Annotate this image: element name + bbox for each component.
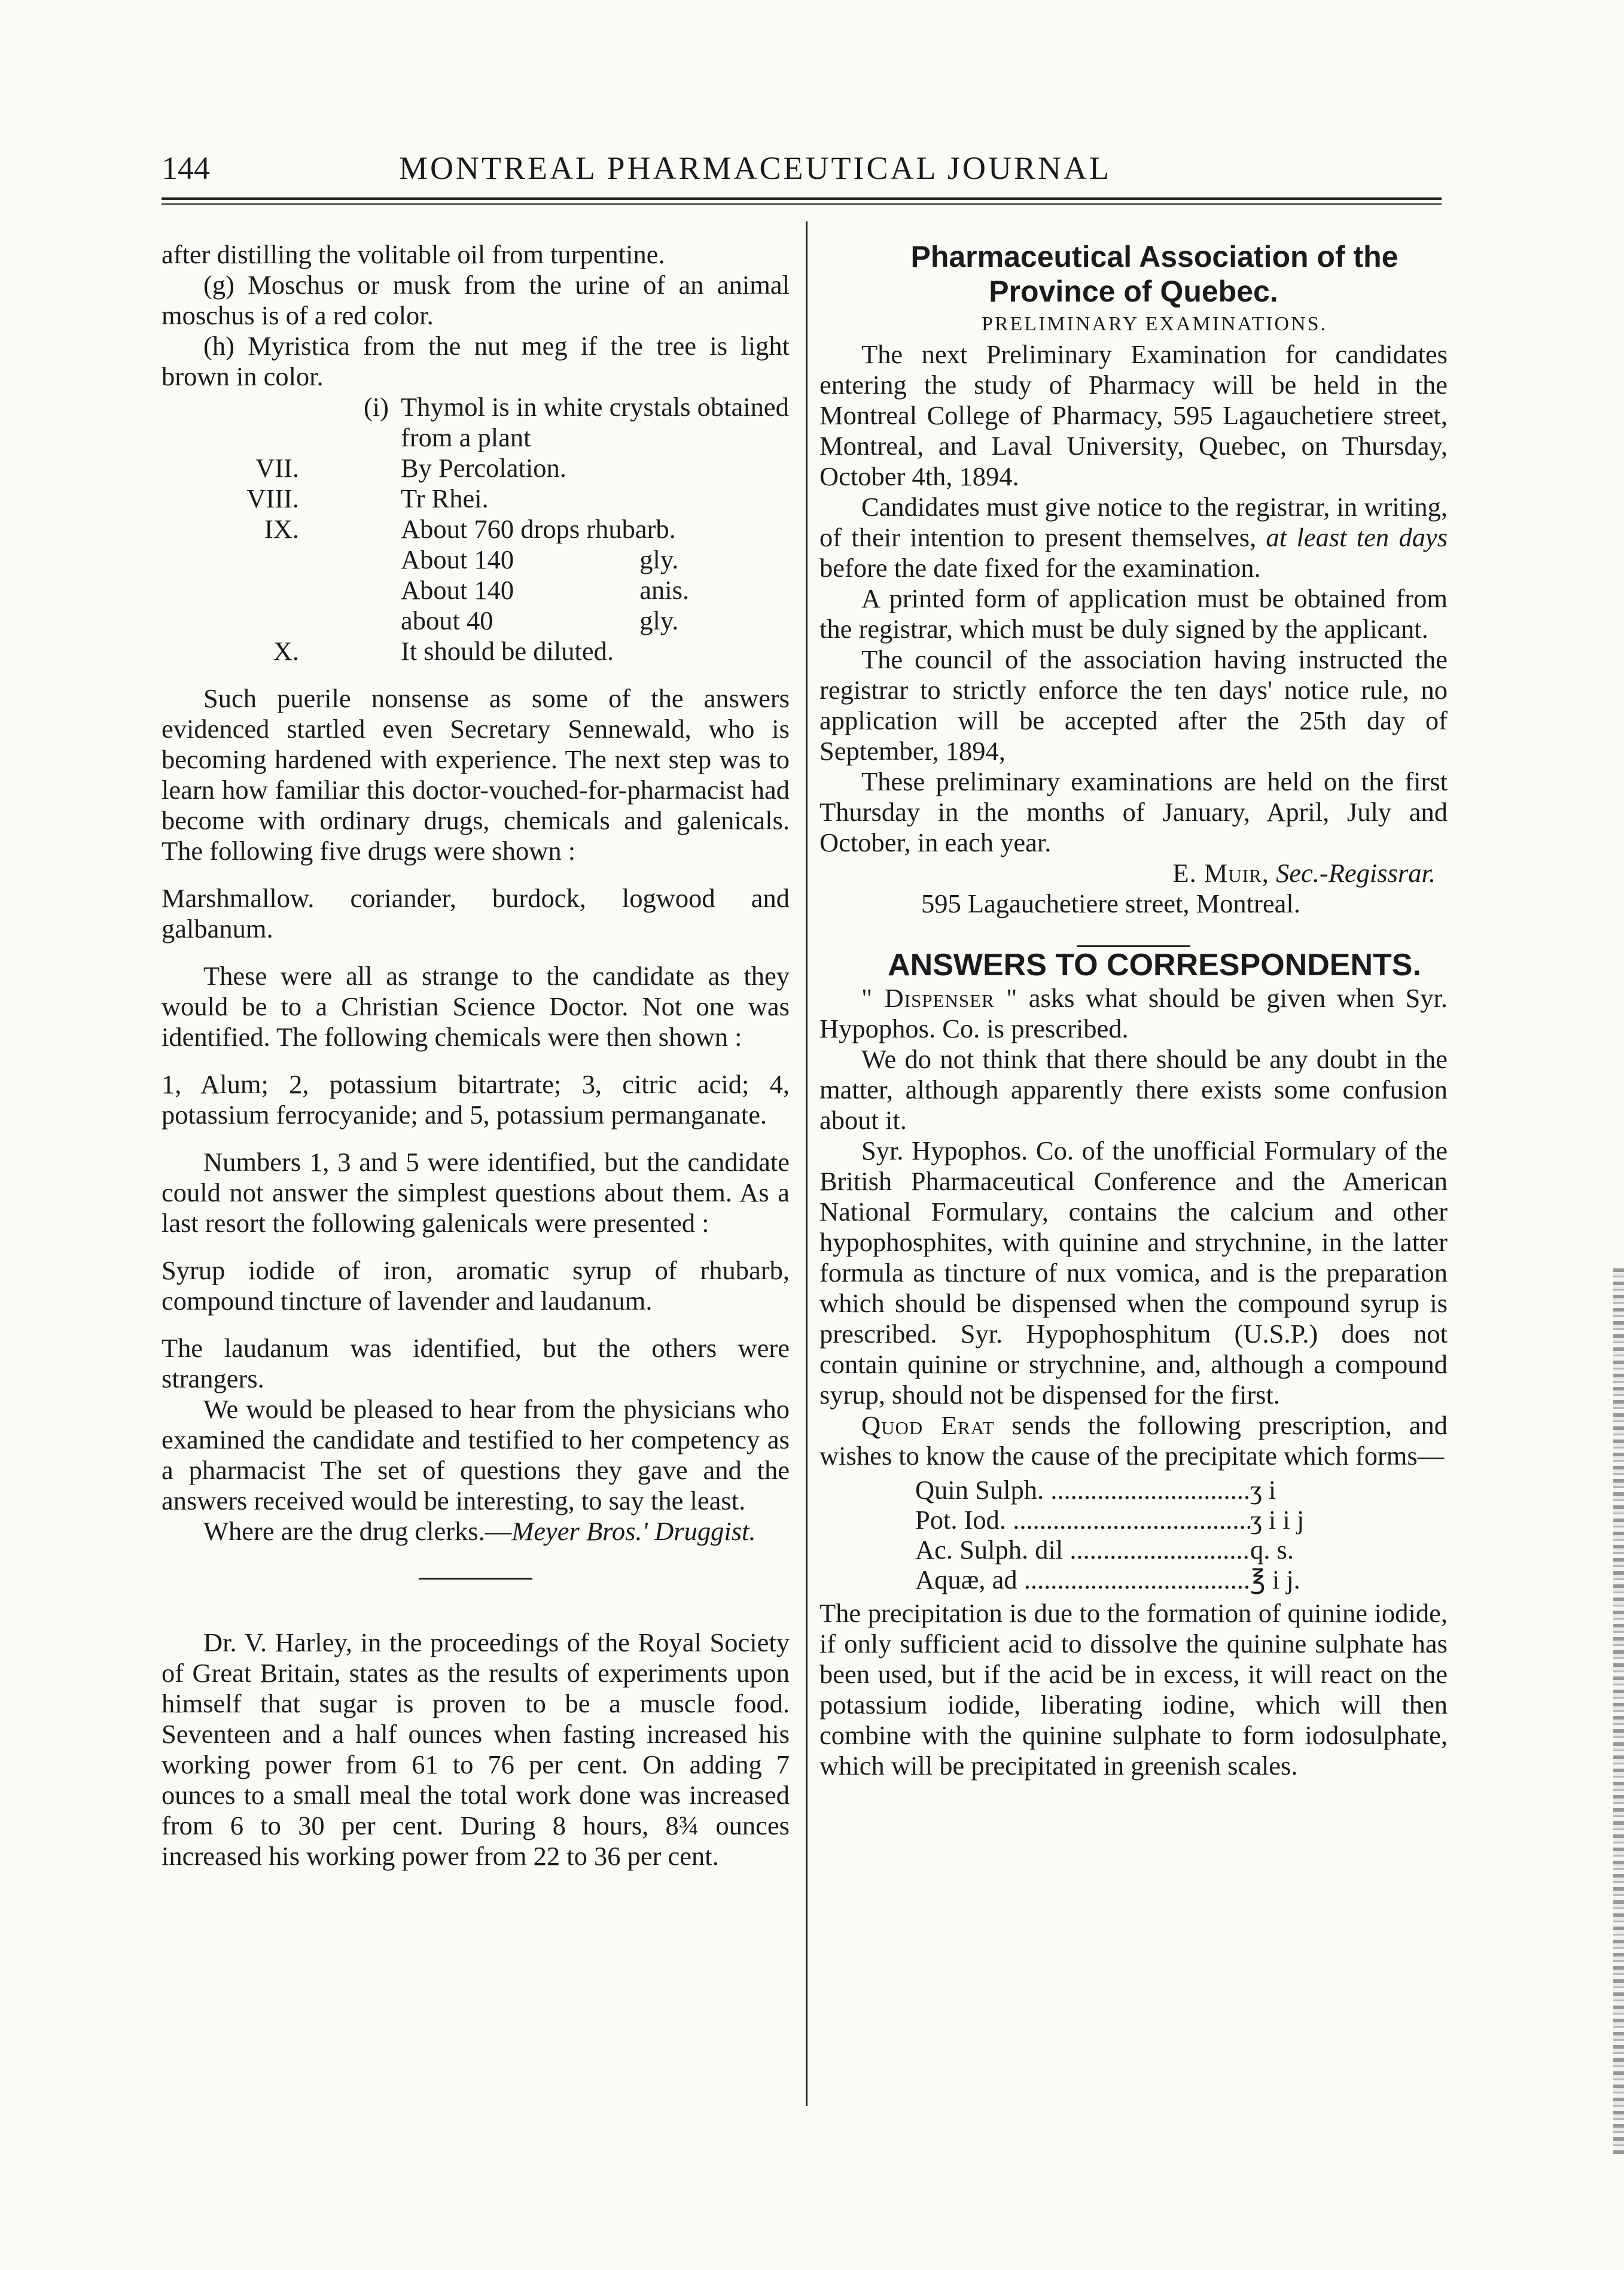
answer-text: Tr Rhei. [401,483,489,513]
prescription-dose: ʒ i [1250,1475,1276,1505]
answer-number: VII. [255,453,299,483]
prescription-line [819,1475,1448,1505]
header-rule-thin [162,203,1442,205]
answer-subletter [329,636,401,667]
text-fragment: before the date fixed for the examination. [819,553,1261,583]
answer-number [162,544,329,575]
section-rule [419,1578,532,1580]
page-header [162,150,1445,197]
answer-subletter [329,422,401,453]
paragraph: The council of the association having instructed the registrar to strictly enforce the ten days' notice rule, no application will be accepted after the 25th day of September, 1894, [819,644,1448,766]
correspondent-name: " Dispenser " [861,983,1018,1013]
prescription-dose: ʒ i i j [1250,1505,1305,1535]
section-subheading: PRELIMINARY EXAMINATIONS. [981,313,1328,335]
paragraph: We do not think that there should be any doubt in the matter, although apparently there exists some confusion about it. [819,1044,1448,1135]
paragraph: Such puerile nonsense as some of the answers evidenced startled even Secretary Sennewald, who is becoming hardened with experience. The next step was to learn how familiar this doctor-vouched-for-pharmacist had become with ordinary drugs, chemicals and galenicals. The following five drugs were shown : [162,683,790,866]
column-divider [806,221,808,2106]
prescription-drug: Quin Sulph. ..... [915,1475,1250,1505]
answers-heading: ANSWERS TO CORRESPONDENTS. [888,948,1421,982]
paragraph: The precipitation is due to the formation of quinine iodide, if only sufficient acid to dissolve the quinine sulphate has been used, but if the acid be in excess, it will react on the potassium iodide, liberating iodine, which will then combine with the quinine sulphate to form iodosulphate, which will be precipitated in greenish scales. [819,1598,1448,1781]
answer-subletter [329,575,401,605]
source-credit: Meyer Bros.' Druggist. [511,1516,756,1546]
prescription-dose: q. s. [1250,1535,1294,1565]
signature-address: 595 Lagauchetiere street, Montreal. [921,888,1300,918]
answer-row [162,453,789,483]
answer-row [162,636,789,667]
paragraph [819,492,1448,583]
prescription-line [819,1565,1448,1595]
answer-text: About 760 drops rhubarb. [401,514,676,544]
answer-number: X. [273,636,299,666]
prescription-line [819,1535,1448,1565]
section-heading: Pharmaceutical Association of the Province of Quebec. [910,240,1398,308]
text-fragment: asks what should be given when Syr. Hypophos. Co. is prescribed. [819,983,1448,1043]
closing-question: Where are the drug clerks.— [203,1516,512,1546]
answer-subletter [329,544,401,575]
answer-number [162,422,329,453]
answer-text: It should be diluted. [401,636,614,666]
answer-subletter [329,483,401,514]
scan-edge [1613,1268,1624,2154]
paragraph: (g) Moschus or musk from the urine of an animal moschus is of a red color. [162,270,790,330]
chemical-list: 1, Alum; 2, potassium bitartrate; 3, citric acid; 4, potassium ferrocyanide; and 5, potassium permanganate. [162,1069,790,1130]
signature-name: E. Muir, [1172,858,1269,888]
paragraph: These preliminary examinations are held on the first Thursday in the months of January, April, July and October, in each year. [819,766,1448,857]
paragraph: These were all as strange to the candidate as they would be to a Christian Science Doctor. Not one was identified. The following chemicals were then shown : [162,961,790,1052]
answer-extra: anis. [639,575,690,605]
answer-number: IX. [264,514,299,544]
answer-text: About 140 [401,544,514,574]
answer-extra: gly. [639,544,679,574]
correspondent-name: Quod Erat [861,1410,995,1440]
text-fragment: sends the following prescription, and wishes to know the cause of the precipitate which forms— [819,1410,1448,1471]
paragraph [162,1516,790,1547]
answer-text: from a plant [401,422,531,452]
paragraph [819,983,1448,1044]
answer-extra: gly. [639,605,679,635]
answer-subletter: (i) [363,392,389,422]
signature [819,858,1448,888]
paragraph: We would be pleased to hear from the physicians who examined the candidate and testified to her competency as a pharmacist The set of questions they gave and the answers received would be interesting, to say the least. [162,1394,790,1516]
answer-text: By Percolation. [401,453,566,483]
answer-text: Thymol is in white crystals obtained [401,392,789,422]
answer-row [162,483,789,514]
paragraph: The next Preliminary Examination for candidates entering the study of Pharmacy will be held in the Montreal College of Pharmacy, 595 Lagauchetiere street, Montreal, and Laval University, Quebec, on Thursday, October 4th, 1894. [819,339,1448,491]
answer-number: VIII. [246,483,299,513]
prescription [819,1475,1448,1595]
galenical-list: Syrup iodide of iron, aromatic syrup of rhubarb, compound tincture of lavender and laudanum. [162,1255,790,1316]
paragraph: Syr. Hypophos. Co. of the unofficial Formulary of the British Pharmaceutical Conference and the American National Formulary, contains the calcium and other hypophosphites, with quinine and strychnine, in the latter formula as tincture of nux vomica, and is the preparation which should be dispensed when the compound syrup is prescribed. Syr. Hypophosphitum (U.S.P.) does not contain quinine or strychnine, and, although a compound syrup, should not be dispensed for the first. [819,1136,1448,1410]
prescription-line [819,1505,1448,1535]
answer-row [162,575,789,605]
left-column [162,239,790,1872]
drug-list: Marshmallow. coriander, burdock, logwood and galbanum. [162,883,790,944]
paragraph: A printed form of application must be obtained from the registrar, which must be duly signed by the applicant. [819,583,1448,644]
right-column [819,239,1448,1781]
signature-title: Sec.-Regissrar. [1276,858,1436,888]
answer-text: about 40 [401,605,493,635]
page-number: 144 [162,150,210,186]
answer-subletter [329,453,401,483]
paragraph [819,1410,1448,1471]
answer-row [162,605,789,636]
answer-row [162,544,789,575]
paragraph: Dr. V. Harley, in the proceedings of the Royal Society of Great Britain, states as the results of experiments upon himself that sugar is proven to be a muscle food. Seventeen and a half ounces when fasting increased his working power from 61 to 76 per cent. On adding 7 ounces to a small meal the total work done was increased from 6 to 30 per cent. During 8 hours, 8¾ ounces increased his working power from 22 to 36 per cent. [162,1627,790,1871]
prescription-drug: Ac. Sulph. dil ..... [915,1535,1250,1565]
header-rule [162,197,1442,200]
answer-text: About 140 [401,575,514,605]
answer-subletter [329,514,401,544]
emphasis: at least ten days [1266,522,1448,552]
running-title: MONTREAL PHARMACEUTICAL JOURNAL [398,150,1111,186]
paragraph: (h) Myristica from the nut meg if the tree is light brown in color. [162,331,790,391]
answers-list [162,392,789,667]
answer-row [162,392,789,422]
paragraph: The laudanum was identified, but the others were strangers. [162,1333,790,1393]
prescription-dose: ℥ i j. [1250,1565,1300,1595]
answer-number [162,392,329,422]
paragraph: after distilling the volitable oil from turpentine. [162,239,665,269]
paragraph: Numbers 1, 3 and 5 were identified, but the candidate could not answer the simplest questions about them. As a last resort the following galenicals were presented : [162,1147,790,1238]
answer-subletter [329,605,401,636]
answer-number [162,575,329,605]
prescription-drug: Pot. Iod. ..... [915,1505,1250,1535]
answer-number [162,605,329,636]
text-fragment: Candidates must give notice to the registrar, in writing, of their intention to present themselves, [819,492,1448,552]
answer-row [162,422,789,453]
prescription-drug: Aquæ, ad ..... [915,1565,1250,1595]
answer-row [162,514,789,544]
